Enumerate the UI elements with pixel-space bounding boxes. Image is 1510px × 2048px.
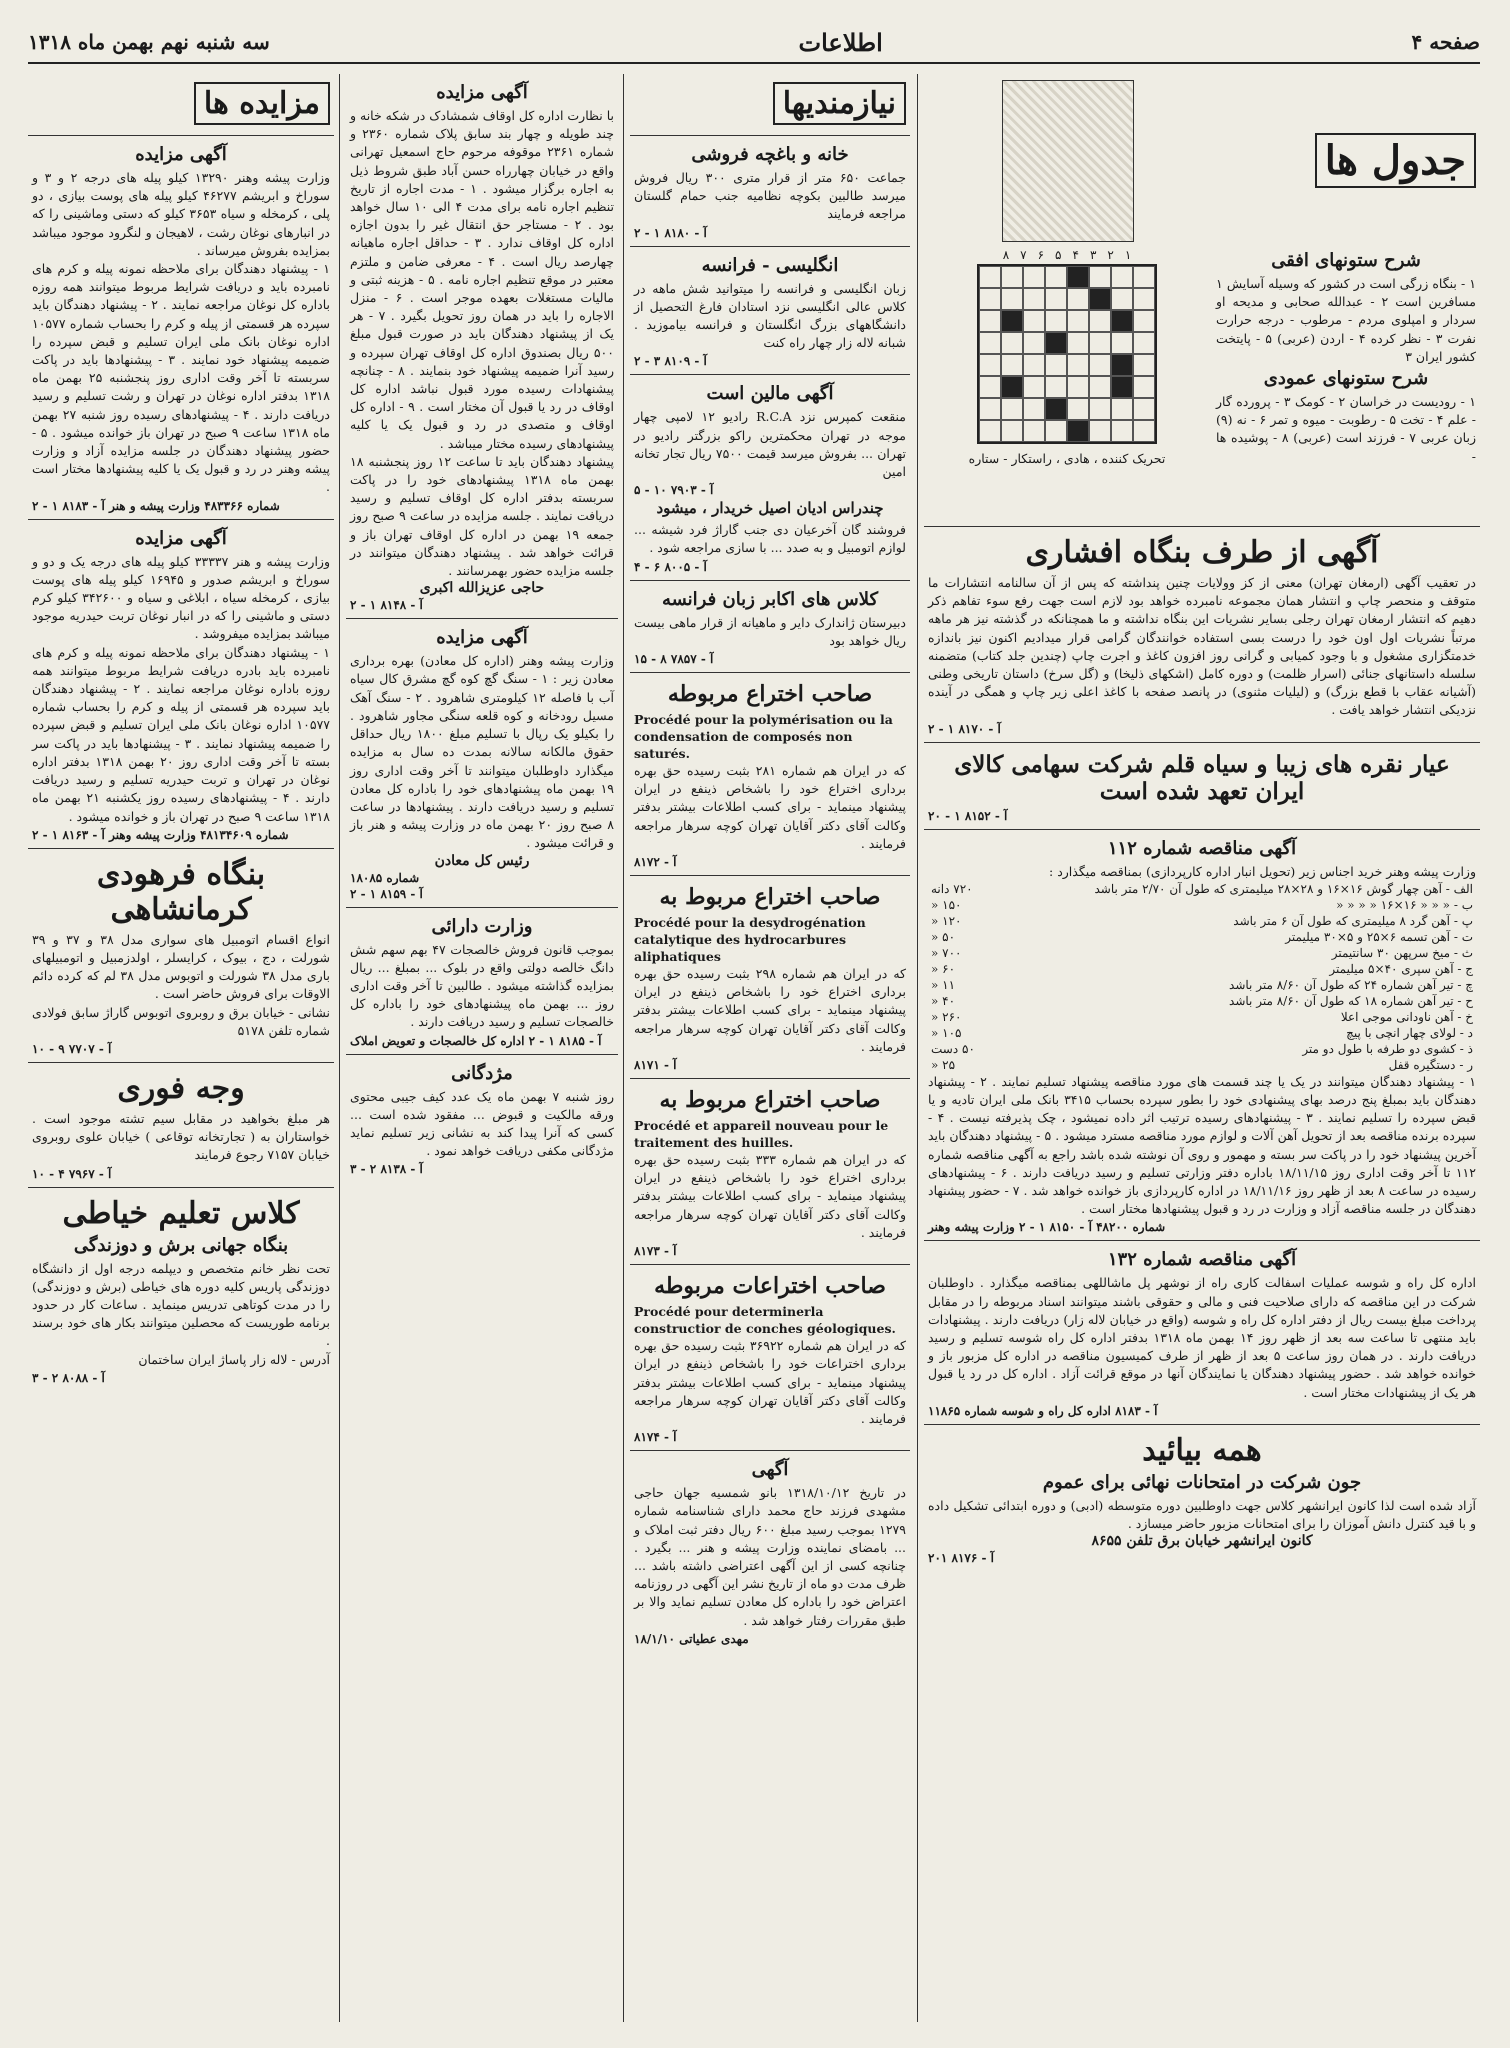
tender-item: ذ - کشوی دو طرفه با طول دو متر (1302, 1041, 1473, 1056)
afshari-body: در تعقیب آگهی (ارمغان تهران) معنی از کز وولایات چنین پنداشته که پس از آن سالنامه انتشارات ما متوقف و منحصر چاپ و انتشار همان مجموعه نامبرده خواهد بود لازم است جهت رفع سوء تفاهم ذکر دهیم که انتشار ارمغان تهران رجلی بسایر نشریات این بنگاه نداشته و ما همچنانکه در گذشته نیز هر ماهه مرتباً نشریات اول اون خود را درست بسی استفاده خوانندگان گرامی قرار میدادیم اکنون نیز باندازه خدمتگزاری مشغول و با وجود کمیابی و گرانی روز افزون کاغذ و اجرت چاپ (چندین جلد کتاب) متضمنه سلسله داستانهای جنائی (اسرار ظلمت) و دوره کامل (اشکهای ذلیخا) و (گل سرخ) داستان تاریخی وطنی (آشیانه عقاب با قطع بزرگ) و (لیلیات مثنوی) در پانصد صفحه با کاغذ اعلی زیر چاپ و همگی در آینده نزدیکی انتشار خواهد یافت . (928, 575, 1476, 718)
money-ad (28, 1063, 334, 1188)
patent-list (630, 673, 910, 1451)
column-rule (339, 74, 340, 2022)
auction4-ref: شماره ۴۸۱۳۴۶۰۹ وزارت پیشه وهنر آ - ۸۱۶۳ ۱ - ۲ (32, 827, 289, 842)
grid-cell (1045, 420, 1067, 442)
crossword-header (928, 80, 1476, 242)
tender-item: ب - « « « ۱۶×۱۶ « « « « (1336, 897, 1473, 912)
needs-header (630, 74, 910, 136)
crossword-illustration (1002, 80, 1134, 242)
page-number: صفحه ۴ (1411, 30, 1480, 54)
radio-ad (630, 375, 910, 580)
grid-cell (1133, 398, 1155, 420)
money-body: هر مبلغ بخواهید در مقابل سیم تشته موجود است . خواستاران به ( تجارتخانه توقاعی ) خیابان علوی روبروی خیابان ۷۱۵۷ رجوع فرمایند (32, 1110, 330, 1163)
grid-cell (1111, 266, 1133, 288)
tender-item: ت - آهن تسمه ۶×۲۵ و ۵×۳۰ میلیمتر (1285, 929, 1473, 944)
money-title: وجه فوری (117, 1070, 245, 1106)
crossword-grid (977, 264, 1157, 444)
tender-item: الف - آهن چهار گوش ۱۶×۱۶ و ۲۸×۲۸ میلیمتری که طول آن ۲/۷۰ متر باشد (1094, 881, 1473, 896)
exam-subtitle: جون شرکت در امتحانات نهائی برای عموم (1042, 1471, 1362, 1493)
grid-cell (1089, 332, 1111, 354)
auction2 (346, 619, 618, 907)
tailor-ref: آ - ۸۰۸۸ ۲ - ۳ (32, 1370, 105, 1385)
radio-ref: آ - ۷۹۰۳ ۱۰ - ۵ (634, 483, 714, 498)
patent-ad (630, 876, 910, 1079)
auction2-ref: آ - ۸۱۵۹ ۱ - ۲ (350, 886, 423, 901)
grid-cell (1111, 420, 1133, 442)
finance-title: وزارت دارائی (431, 915, 533, 937)
grid-cell (1133, 420, 1155, 442)
auction4-title: آگهی مزایده (135, 527, 227, 549)
grid-cell (1067, 376, 1089, 398)
radio-title: آگهی مالین است (706, 383, 834, 405)
across-text: ۱ - بنگاه زرگی است در کشور که وسیله آسایش ۱ مسافرین است ۲ - عبدالله صحابی و مدیحه او سردار و امپلوی مردم - مرطوب - درجه حرارت نفرت ۳ - نظر کرده ۴ - اردن (عربی) ۵ - پایتخت کشور ایران ۳ (1216, 276, 1476, 364)
grid-cell (1089, 354, 1111, 376)
grid-cell (1001, 266, 1023, 288)
table-row (928, 913, 1476, 929)
tender-qty: ۶۰ « (931, 961, 956, 976)
grid-cell (1001, 420, 1023, 442)
exam-ref: آ - ۸۱۷۶ ۲۰۱ (928, 1551, 994, 1566)
auction4 (28, 520, 334, 849)
tender-item: چ - تیر آهن شماره ۲۴ که طول آن ۸/۶۰ متر باشد (1229, 977, 1473, 992)
auction4-body: وزارت پیشه و هنر ۳۳۳۳۷ کیلو پیله های درجه یک و دو و سوراخ و ابریشم صدور و ۱۶۹۴۵ کیلو پیله های پوست بیازی ، کرمخله سیاه ، ابلاغی و سیاه و ۳۴۲۶۰۰ کیلو کرم دستی و ماشینی را که در انبار نوغان تربت حیدریه موجود میباشد بمزایده میفروشد . (32, 553, 330, 642)
patent-body: که در ایران هم شماره ۳۶۹۲۲ بثبت رسیده حق بهره برداری اختراعات خود را باشخاص ذینفع در ایران پیشنهاد مینماید - برای کسب اطلاعات بیشتر بدفتر وکالت آقای دکتر آقایان تهران کوچه سرهار مراجعه فرمایند . (634, 1338, 906, 1426)
grid-cell (1045, 376, 1067, 398)
auction1 (346, 74, 618, 619)
patent-title: صاحب اختراعات مربوطه (654, 1273, 886, 1300)
english-ref: آ - ۸۱۰۹ ۳ - ۲ (634, 354, 707, 369)
auctions-title: مزایده ها (194, 82, 330, 125)
tender-112 (924, 830, 1480, 1242)
grid-cell (1067, 266, 1089, 288)
table-row (928, 961, 1476, 977)
house-title: خانه و باغچه فروشی (691, 144, 849, 165)
reward-ad (346, 1055, 618, 1183)
pen-ad (924, 743, 1480, 830)
tender-qty: ۷۰۰ « (931, 945, 962, 960)
tender-qty: ۴۰ « (931, 993, 956, 1008)
grid-cell (1045, 354, 1067, 376)
tender-qty: ۵۰ « (931, 929, 956, 944)
english-ad (630, 247, 910, 376)
grid-cell (979, 376, 1001, 398)
tailor-body: تحت نظر خانم متخصص و دیپلمه درجه اول از دانشگاه دوزندگی پاریس کلیه دوره های خیاطی (برش و دوزندگی) را در مدت کوتاهی تدریس مینماید . ساعات کار در حدود برنامه طوریست که محصلین میتوانند بکار های خود برسند . (32, 1260, 330, 1349)
pen-ad-text: عیار نقره های زیبا و سیاه قلم شرکت سهامی کالای ایران تعهد شده است (954, 750, 1450, 805)
grid-cell (1045, 332, 1067, 354)
reward-ref: آ - ۸۱۳۸ ۲ - ۳ (350, 1162, 423, 1177)
tender-132-title: آگهی مناقصه شماره ۱۳۲ (1107, 1249, 1297, 1271)
grid-cell (1133, 354, 1155, 376)
auction4-items: ۱ - پیشنهاد دهندگان برای ملاحظه نمونه پیله و کرم های نامبرده باید بادره دریافت شرایط مربوط میتوانند همه روزه باداره نوغان مراجعه نمایند . ۲ - پیشنهاد دهندگان باید سپرده هر قسمتی از پیله و کرم را بحساب شماره ۱۰۵۷۷ اداره نوغان بانک ملی ایران تسلیم و قبض سپرده را ضمیمه پیشنهاد نمایند . ۳ - پیشنهادها باید در پاکت سر بسته تا آخر وقت اداری روز ۲۰ بهمن ۱۳۱۸ بدفتر اداره نوغان در تهران و تربت حیدریه تسلیم و رسید دریافت دارند . ۴ - پیشنهادهای رسیده روز یکشنبه ۲۱ بهمن ماه ۱۳۱۸ ساعت ۹ صبح در تهران باز و خوانده میشود . (32, 644, 331, 824)
patent-title: صاحب اختراع مربوط به (659, 884, 881, 911)
grid-cell (979, 266, 1001, 288)
grid-cell (1067, 420, 1089, 442)
furniture-ref: آ - ۸۰۰۵ ۶ - ۴ (634, 559, 707, 574)
grid-cell (1089, 288, 1111, 310)
kermanshah-ref: آ - ۷۷۰۷ ۹ - ۱۰ (32, 1041, 112, 1056)
auction2-sign: رئیس کل معادن (434, 852, 530, 869)
patent-ref: آ - ۸۱۷۳ (634, 1244, 677, 1259)
grid-cell (1045, 266, 1067, 288)
grid-cell (1067, 310, 1089, 332)
grid-cell (1089, 266, 1111, 288)
table-row (928, 1025, 1476, 1041)
grid-cell (1001, 354, 1023, 376)
grid-numbers (928, 248, 1206, 262)
finance-ref: آ - ۸۱۸۵ ۱ - ۲ اداره کل خالصجات و تعویض املاک (350, 1033, 602, 1048)
auction1-body: با نظارت اداره کل اوقاف شمشادک در شکه خانه و چند طویله و چهار بند سابق پلاک شماره ۲۳۶۰ و شماره ۲۳۶۱ موقوفه مرحوم حاج اسمعیل تهرانی واقع در خیابان چهارراه حسن آباد طبق شروط ذیل به اجاره برگزار میشود . ۱ - مدت اجاره از تاریخ تنظیم اجاره نامه برای مدت ۴ الی ۱۰ سال خواهد بود . ۲ - مستاجر حق انتقال غیر را بدون اجازه اداره کل اوقاف ندارد . ۳ - حداقل اجاره ماهیانه چهارصد ریال است . ۴ - معرفی ضامن و ملتزم معتبر در موقع تنظیم اجاره نامه . ۵ - هزینه ثبتی و مالیات مستغلات بعهده موجر است . ۶ - منزل الاجاره را باید در همان روز تحویل بگیرد . ۷ - هر یک از پیشنهاد دهندگان باید در صورت قبول مبلغ ۵۰۰ ریال بصندوق اداره کل اوقاف تهران سپرده و رسید آنرا ضمیمه پیشنهاد خود بنمایند . ۸ - چنانچه پیشنهادات رسیده مورد قبول نباشد اداره کل اوقاف در رد یا قبول آن مختار است . ۹ - اداره کل اوقاف و متصدی در رد و قبول یک یا کلیه پیشنهادهای رسیده مختار میباشد . (349, 108, 614, 451)
grid-cell (1023, 354, 1045, 376)
grid-cell (1067, 398, 1089, 420)
tender-qty: ۷۲۰ دانه (931, 881, 973, 896)
grid-cell (1111, 354, 1133, 376)
auction3-ref: شماره ۴۸۳۳۶۶ وزارت پیشه و هنر آ - ۸۱۸۳ ۱ - ۲ (32, 498, 280, 513)
grid-number: ۶ (1037, 248, 1045, 262)
column-auctions (346, 74, 618, 2022)
patent-ref: آ - ۸۱۷۴ (634, 1430, 677, 1445)
grid-cell (1023, 310, 1045, 332)
kermanshah-body: انواع اقسام اتومبیل های سواری مدل ۳۸ و ۳۷ و ۳۹ شورلت ، دج ، بیوک ، کرایسلر ، اولدزمبیل و اتومبیلهای باری مدل ۳۸ شورلت و اتوبوس مدل ۳۸ لم که کرده دائم الاوقات برای فروش حاضر است . (32, 931, 330, 1002)
table-row (928, 977, 1476, 993)
grid-cell (1023, 332, 1045, 354)
exam-ad (924, 1425, 1480, 1571)
auction3-items: ۱ - پیشنهاد دهندگان برای ملاحظه نمونه پیله و کرم های نامبرده باید و دریافت شرایط مربوط میتوانند همه روزه باداره کل نوغان مراجعه نمایند . ۲ - پیشنهاد دهندگان باید سپرده هر قسمتی از پیله و کرم را بحساب شماره ۱۰۵۷۷ اداره نوغان بانک ملی ایران تسلیم و قبض سپرده را ضمیمه پیشنهاد خود نمایند . ۳ - پیشنهادها باید در پاکت سربسته تا آخر وقت اداری روز پنجشنبه ۲۵ بهمن ماه ۱۳۱۸ بدفتر اداره نوغان در تهران و رشت تسلیم و رسید دریافت دارند . ۴ - پیشنهادهای رسیده روز شنبه ۲۷ بهمن ماه ۱۳۱۸ ساعت ۹ صبح در تهران باز خوانده میشود . ۵ - حضور پیشنهاد دهندگان در جلسه مزایده آزاد و وزارت پیشه وهنر در رد و قبول یک یا کلیه پیشنهادها مختار است . (32, 261, 331, 495)
kermanshah-address: نشانی - خیابان برق و روبروی اتوبوس گاراژ سابق فولادی شماره تلفن ۵۱۷۸ (32, 1004, 330, 1038)
grid-cell (1111, 376, 1133, 398)
grid-cell (1133, 310, 1155, 332)
house-body: جماعت ۶۵۰ متر از قرار متری ۳۰۰ ریال فروش میرسد طالبین بکوچه نظامیه جنب حمام گلستان مراجعه فرمایند (634, 170, 906, 222)
english-title: انگلیسی - فرانسه (701, 254, 839, 276)
grid-number: ۸ (1002, 248, 1010, 262)
house-ref: آ - ۸۱۸۰ ۱ - ۲ (634, 225, 707, 240)
grid-cell (1111, 310, 1133, 332)
mining-notice-ref: مهدی عطیاتی ۱۸/۱/۱۰ (634, 1631, 749, 1646)
tender-item: ث - میخ سرپهن ۳۰ سانتیمتر (1331, 945, 1473, 960)
patent-french-title: Procédé et appareil nouveau pour le traitement des huilles. (634, 1118, 889, 1151)
grid-cell (979, 288, 1001, 310)
auction2-number: شماره ۱۸۰۸۵ (350, 870, 420, 885)
grid-cell (1001, 332, 1023, 354)
radio-body: منقعت کمپرس نزد R.C.A رادیو ۱۲ لامپی چهار موجه در تهران محکمترین راکو بزرگتر رادیو در تهران ... بفروش میرسد قیمت ۷۵۰۰ ریال تجار تخانه امین (634, 409, 906, 480)
column-left (28, 74, 334, 2022)
afshari-ref: آ - ۸۱۷۰ ۱ - ۲ (928, 721, 1001, 736)
tailor-title: کلاس تعلیم خیاطی (62, 1195, 300, 1231)
patent-french-title: Procédé pour determinerla constructior de conches géologiques. (634, 1304, 896, 1337)
auction1-title: آگهی مزایده (436, 82, 528, 103)
tender-132-ref: آ - ۸۱۸۳ اداره کل راه و شوسه شماره ۱۱۸۶۵ (928, 1403, 1158, 1418)
kermanshah-title: بنگاه فرهودی کرمانشاهی (96, 856, 266, 927)
furniture-body: فروشند گان آخرعیان دی جنب گاراژ فرد شیشه ... لوازم اتومبیل و به صدد ... با سازی مراجعه شود . (634, 522, 906, 556)
grid-cell (1001, 288, 1023, 310)
reward-title: مژدگانی (451, 1062, 513, 1084)
afshari-title: آگهی از طرف بنگاه افشاری (1025, 535, 1379, 570)
grid-cell (1001, 376, 1023, 398)
patent-title: صاحب اختراع مربوطه (667, 681, 873, 708)
exam-title: همه بیائید (1142, 1432, 1262, 1468)
mining-notice (630, 1451, 910, 1652)
table-row (928, 1041, 1476, 1057)
furniture-title: چندراس ادیان اصیل خریدار ، میشود (656, 499, 884, 518)
grid-cell (1001, 398, 1023, 420)
table-row (928, 1009, 1476, 1025)
grid-cell (1045, 398, 1067, 420)
tender-qty: ۵۰ دست (931, 1041, 975, 1056)
grid-number: ۱ (1124, 248, 1132, 262)
house-ad (630, 136, 910, 247)
grid-cell (1023, 376, 1045, 398)
grid-cell (979, 354, 1001, 376)
across-title: شرح ستونهای افقی (1271, 250, 1421, 271)
tender-112-body: ۱ - پیشنهاد دهندگان میتوانند در یک یا چند قسمت های مورد مناقصه پیشنهاد تسلیم نمایند . ۲ - پیشنهاد دهندگان باید بمبلغ پنج درصد بهای پیشنهادی خود را بطور سپرده بحساب ۳۴۱۵ بانک ملی ایران تادیه و یا قبض سپرده را تسلیم نمایند . ۳ - پیشنهادهای رسیده ترتیب اثر داده نمیشود ، چک پذیرفته نیست . ۴ - سپرده برنده مناقصه بعد از تحویل آهن آلات و لوازم مورد مناقصه مسترد میشود . ۵ - پیشنهاد دهندگان باید آخرین پیشنهاد خود را در پاکت سر بسته و مهمور و روی آن نوشته شده باشد راجع به آگهی مناقصه شماره ۱۱۲ تا آخر وقت اداری روز ۱۸/۱۱/۱۵ باداره دفتر وزارتی تسلیم و رسید دریافت دارند . ۶ - پیشنهادهای رسیده در ساعت ۸ بعد از ظهر روز ۱۸/۱۱/۱۶ در اداره کارپردازی باز خوانده خواهد شد . ۷ - حضور پیشنهاد دهندگان در جلسه مناقصه آزاد و وزارت در رد و قبول پیشنهادها مختار است . (928, 1073, 1477, 1217)
grid-number: ۷ (1020, 248, 1027, 262)
down-title: شرح ستونهای عمودی (1263, 368, 1429, 390)
grid-cell (1067, 354, 1089, 376)
tender-112-title: آگهی مناقصه شماره ۱۱۲ (1107, 837, 1297, 859)
grid-cell (1045, 288, 1067, 310)
grid-cell (1023, 420, 1045, 442)
grid-cell (979, 420, 1001, 442)
issue-date: سه شنبه نهم بهمن ماه ۱۳۱۸ (28, 30, 270, 54)
tender-112-intro: وزارت پیشه وهنر خرید اجناس زیر (تحویل انبار اداره کارپردازی) بمناقصه میگذارد : (1049, 863, 1476, 879)
grid-cell (979, 310, 1001, 332)
grid-cell (1067, 288, 1089, 310)
grid-cell (1089, 376, 1111, 398)
tender-qty: ۱۱ « (931, 977, 956, 992)
tender-112-ref: شماره ۴۸۲۰۰ آ - ۸۱۵۰ ۱ - ۲ وزارت پیشه وهنر (928, 1220, 1166, 1235)
patent-ad (630, 1079, 910, 1265)
table-row (928, 929, 1476, 945)
finance-body: بموجب قانون فروش خالصجات ۴۷ بهم سهم شش دانگ خالصه دولتی واقع در بلوک ... بمبلغ ... ریال بمزایده گذاشته میشود . طالبین تا آخر وقت اداری روز ... بهمن ماه پیشنهادهای خود را باداره کل خالصجات تسلیم و رسید دریافت دارند . (350, 941, 614, 1030)
tender-112-table (928, 881, 1476, 1073)
tender-item: د - لولای چهار انچی با پیچ (1346, 1025, 1473, 1040)
crossword-title: جدول ها (1315, 133, 1476, 188)
grid-cell (1045, 310, 1067, 332)
grid-cell (1111, 332, 1133, 354)
grid-cell (1111, 288, 1133, 310)
table-row (928, 881, 1476, 897)
tender-item: ح - تیر آهن شماره ۱۸ که طول آن ۸/۶۰ متر باشد (1229, 993, 1473, 1008)
exam-body: آزاد شده است لذا کانون ایرانشهر کلاس جهت داوطلبین دوره متوسطه (ادبی) و دوره ابتدائی تشکیل داده و با قید کنترل دانش آموزان را برای امتحانات مزبور حاضر میسازد . (928, 1497, 1476, 1532)
patent-ref: آ - ۸۱۷۲ (634, 855, 677, 870)
crossword-title-box (1216, 131, 1476, 192)
grid-cell (1023, 398, 1045, 420)
patent-french-title: Procédé pour la polymérisation ou la condensation de composés non saturés. (634, 712, 893, 762)
auction3-title: آگهی مزایده (135, 144, 227, 165)
crossword-body (928, 248, 1476, 468)
patent-body: که در ایران هم شماره ۲۸۱ بثبت رسیده حق بهره برداری اختراع خود را باشخاص ذینفع در ایران پیشنهاد مینماید - برای کسب اطلاعات بیشتر بدفتر وکالت آقای دکتر آقایان تهران کوچه سرهار مراجعه فرمایند . (634, 763, 907, 851)
auction3-body: وزارت پیشه وهنر ۱۳۲۹۰ کیلو پیله های درجه ۲ و ۳ و سوراخ و ابریشم ۴۶۲۷۷ کیلو پیله های پوست بیازی ، دو پلی ، کرمخله و سیاه ۳۶۵۳ کیلو که دستی وماشینی را که در انبارهای نوغان رشت ، لاهیجان و لنگرود موجود میباشد بمزایده بفروش میرساند . (32, 170, 331, 258)
grid-number: ۳ (1089, 248, 1097, 262)
auction2-title: آگهی مزایده (436, 627, 528, 649)
mining-notice-title: آگهی (751, 1459, 789, 1481)
french-class-title: کلاس های اکابر زبان فرانسه (661, 588, 879, 610)
down-text: ۱ - رودیست در خراسان ۲ - کومک ۳ - پرورده گار - علم ۴ - تخت ۵ - رطوبت - میوه و تمر ۶ - نه (۹) زبان عربی ۷ - فرزند است (عربی) ۸ - پوشیده ها - (1216, 394, 1477, 464)
tender-qty: ۱۲۰ « (931, 913, 962, 928)
tender-item: ج - آهن سپری ۴۰×۵ میلیمتر (1329, 961, 1473, 976)
patent-ref: آ - ۸۱۷۱ (634, 1058, 677, 1073)
auction1-ref: آ - ۸۱۴۸ ۱ - ۲ (350, 598, 423, 613)
grid-number: ۴ (1072, 248, 1079, 262)
afshari-ad (924, 527, 1480, 743)
tender-qty: ۱۵۰ « (931, 897, 962, 912)
down-extra: تحریک کننده ، هادی ، راستکار - ستاره (968, 451, 1166, 466)
grid-cell (1067, 332, 1089, 354)
crossword-grid-wrap (928, 248, 1206, 468)
grid-number: ۲ (1107, 248, 1114, 262)
patent-ad (630, 1265, 910, 1451)
column-rule (623, 74, 624, 2022)
tender-item: پ - آهن گرد ۸ میلیمتری که طول آن ۶ متر باشد (1233, 913, 1473, 928)
newspaper-page (28, 22, 1480, 2022)
table-row (928, 897, 1476, 913)
tender-132 (924, 1241, 1480, 1424)
money-ref: آ - ۷۹۶۷ ۴ - ۱۰ (32, 1166, 112, 1181)
exam-sign: کانون ایرانشهر خیابان برق تلفن ۸۶۵۵ (1091, 1533, 1313, 1550)
tailor-ad (28, 1188, 334, 1391)
grid-cell (1089, 398, 1111, 420)
grid-cell (1133, 266, 1155, 288)
column-right (924, 74, 1480, 2022)
needs-title: نیازمندیها (773, 82, 906, 125)
mining-notice-body: در تاریخ ۱۳۱۸/۱۰/۱۲ بانو شمسیه جهان حاجی مشهدی فرزند حاج محمد دارای شناسنامه شماره ۱۲۷۹ بموجب رسید مبلغ ۶۰۰ ریال دفتر ثبت املاک و ... بامضای نماینده وزارت پیشه و هنر ... بگیرد . چنانچه کسی از این آگهی اعتراضی داشته باشد ... ظرف مدت دو ماه از تاریخ نشر این آگهی در روزنامه اعتراض خود را باداره کل معادن تسلیم نماید والا بر طبق مقررات رفتار خواهد شد . (634, 1485, 906, 1628)
grid-cell (979, 398, 1001, 420)
reward-body: روز شنبه ۷ بهمن ماه یک عدد کیف جیبی محتوی ورقه مالکیت و قبوض ... مفقود شده است ... کسی که آنرا پیدا کند به نشانی زیر تسلیم نماید مژدگانی مکفی دریافت خواهد نمود . (350, 1088, 615, 1159)
patent-title: صاحب اختراع مربوط به (659, 1087, 881, 1114)
french-class-ad (630, 581, 910, 673)
auction1-body2: پیشنهاد دهندگان باید تا ساعت ۱۲ روز پنجشنبه ۱۸ بهمن ماه ۱۳۱۸ پیشنهادهای خود را در پاکت سربسته بدفتر اداره کل اوقاف تسلیم و رسید دریافت نمایند . جلسه مزایده در ساعت ۹ صبح روز جمعه ۱۹ بهمن در اداره کل اوقاف تهران باز و قرائت خواهد شد . پیشنهاد دهندگان میتوانند در جلسه مزایده حضور بهمرسانند . (350, 453, 614, 579)
tailor-subtitle: بنگاه جهانی برش و دوزندگی (73, 1234, 289, 1256)
grid-cell (1023, 266, 1045, 288)
auction2-body: وزارت پیشه وهنر (اداره کل معادن) بهره برداری معادن زیر : ۱ - سنگ گچ کوه گچ مشرق کال سیاه آب با فاصله ۱۲ کیلومتری شاهرود . ۲ - سنگ آهک مسیل رودخانه و کوه قلعه سنگی مجاور شاهرود . را بکیلو یک رپال با تسلیم مبلغ ۱۸۰۰ ریال حداقل حقوق مالکانه سالانه بمدت ده سال به مزایده میگذارد داوطلبان میتوانند تا آخر وقت اداری روز ۱۹ بهمن ماه پیشنهادهای خود را باداره کل معادن تسلیم و رسید دریافت دارند . پیشنهادها در ساعت ۸ صبح روز ۲۰ بهمن ماه در وزارت پیشه و هنر باز و قرائت میشود . (350, 653, 615, 851)
grid-cell (1089, 310, 1111, 332)
table-row (928, 1057, 1476, 1073)
crossword-illustration-wrap (928, 80, 1208, 242)
grid-cell (1001, 310, 1023, 332)
grid-cell (1111, 398, 1133, 420)
patent-french-title: Procédé pour la desydrogénation catalytique des hydrocarbures aliphatiques (634, 915, 866, 965)
tender-item: خ - آهن ناودانی موجی اعلا (1340, 1009, 1473, 1024)
grid-cell (979, 332, 1001, 354)
grid-cell (1023, 288, 1045, 310)
tender-qty: ۲۵ « (931, 1057, 956, 1072)
tender-qty: ۱۰۵ « (931, 1025, 962, 1040)
auctions-header (28, 74, 334, 136)
column-rule (917, 74, 918, 2022)
crossword-clues (1216, 248, 1476, 468)
auction3 (28, 136, 334, 520)
tender-item: ر - دستگیره قفل (1388, 1057, 1473, 1072)
french-class-ref: آ - ۷۸۵۷ ۸ - ۱۵ (634, 652, 714, 667)
pen-ad-ref: آ - ۸۱۵۲ ۱ - ۲۰ (928, 808, 1008, 823)
grid-number: ۵ (1055, 248, 1062, 262)
grid-cell (1089, 420, 1111, 442)
finance-ad (346, 908, 618, 1055)
kermanshah-ad (28, 849, 334, 1063)
table-row (928, 945, 1476, 961)
newspaper-name: اطلاعات (798, 27, 883, 57)
tender-132-body: اداره کل راه و شوسه عملیات اسفالت کاری راه از نوشهر پل ماشاللهی بمناقصه میگذارد . داوطلبان شرکت در این مناقصه که دارای صلاحیت فنی و مالی و حقوقی باشند میتوانند اسناد مربوطه را در مقابل پرداخت مبلغ بیست ریال از دفتر اداره کل راه و شوسه (واقع در خیابان لاله زار) دریافت دارند . پیشنهادات باید منتهی تا ساعت سه بعد از ظهر روز ۱۴ بهمن ماه ۱۳۱۸ بدفتر اداره کل راه شوسه تسلیم و رسید دریافت دارند . در همان روز ساعت ۵ بعد از ظهر از طرف کمیسیون مناقصه در اداره کل مزبور باز و خوانده خواهد شد . حضور پیشنهاد دهندگان یا نمایندگان آنها در موقع قرائت آزاد . اداره کل در رد یا قبول هر یک از پیشنهادات مختار است . (928, 1275, 1476, 1400)
auction1-sign: حاجی عزیزالله اکبری (419, 580, 545, 597)
patent-ad (630, 673, 910, 876)
patent-body: که در ایران هم شماره ۲۹۸ بثبت رسیده حق بهره برداری اختراع خود را باشخاص ذینفع در ایران پیشنهاد مینماید - برای کسب اطلاعات بیشتر بدفتر وکالت آقای دکتر آقایان تهران کوچه سرهار مراجعه فرمایند . (634, 966, 907, 1054)
french-class-body: دبیرستان ژاندارک دایر و ماهیانه از قرار ماهی بیست ریال خواهد بود (634, 614, 906, 648)
tender-qty: ۲۶۰ « (931, 1009, 962, 1024)
grid-cell (1133, 376, 1155, 398)
crossword-section (924, 74, 1480, 527)
patent-body: که در ایران هم شماره ۳۳۳ بثبت رسیده حق بهره برداری اختراع خود را باشخاص ذینفع در ایران پیشنهاد مینماید - برای کسب اطلاعات بیشتر بدفتر وکالت آقای دکتر آقایان تهران کوچه سرهار مراجعه فرمایند . (634, 1152, 907, 1240)
tailor-address: آدرس - لاله زار پاساژ ایران ساختمان (138, 1351, 330, 1367)
english-body: زبان انگلیسی و فرانسه را میتوانید شش ماهه در کلاس عالی انگلیسی نزد استادان فارغ التحصیل از دانشگاههای بزرگ انگلستان و فرانسه بیاموزید . شبانه لاله زار چهار راه کنت (634, 280, 906, 351)
grid-cell (1133, 332, 1155, 354)
masthead (28, 22, 1480, 64)
column-middle (630, 74, 910, 2022)
grid-cell (1133, 288, 1155, 310)
table-row (928, 993, 1476, 1009)
